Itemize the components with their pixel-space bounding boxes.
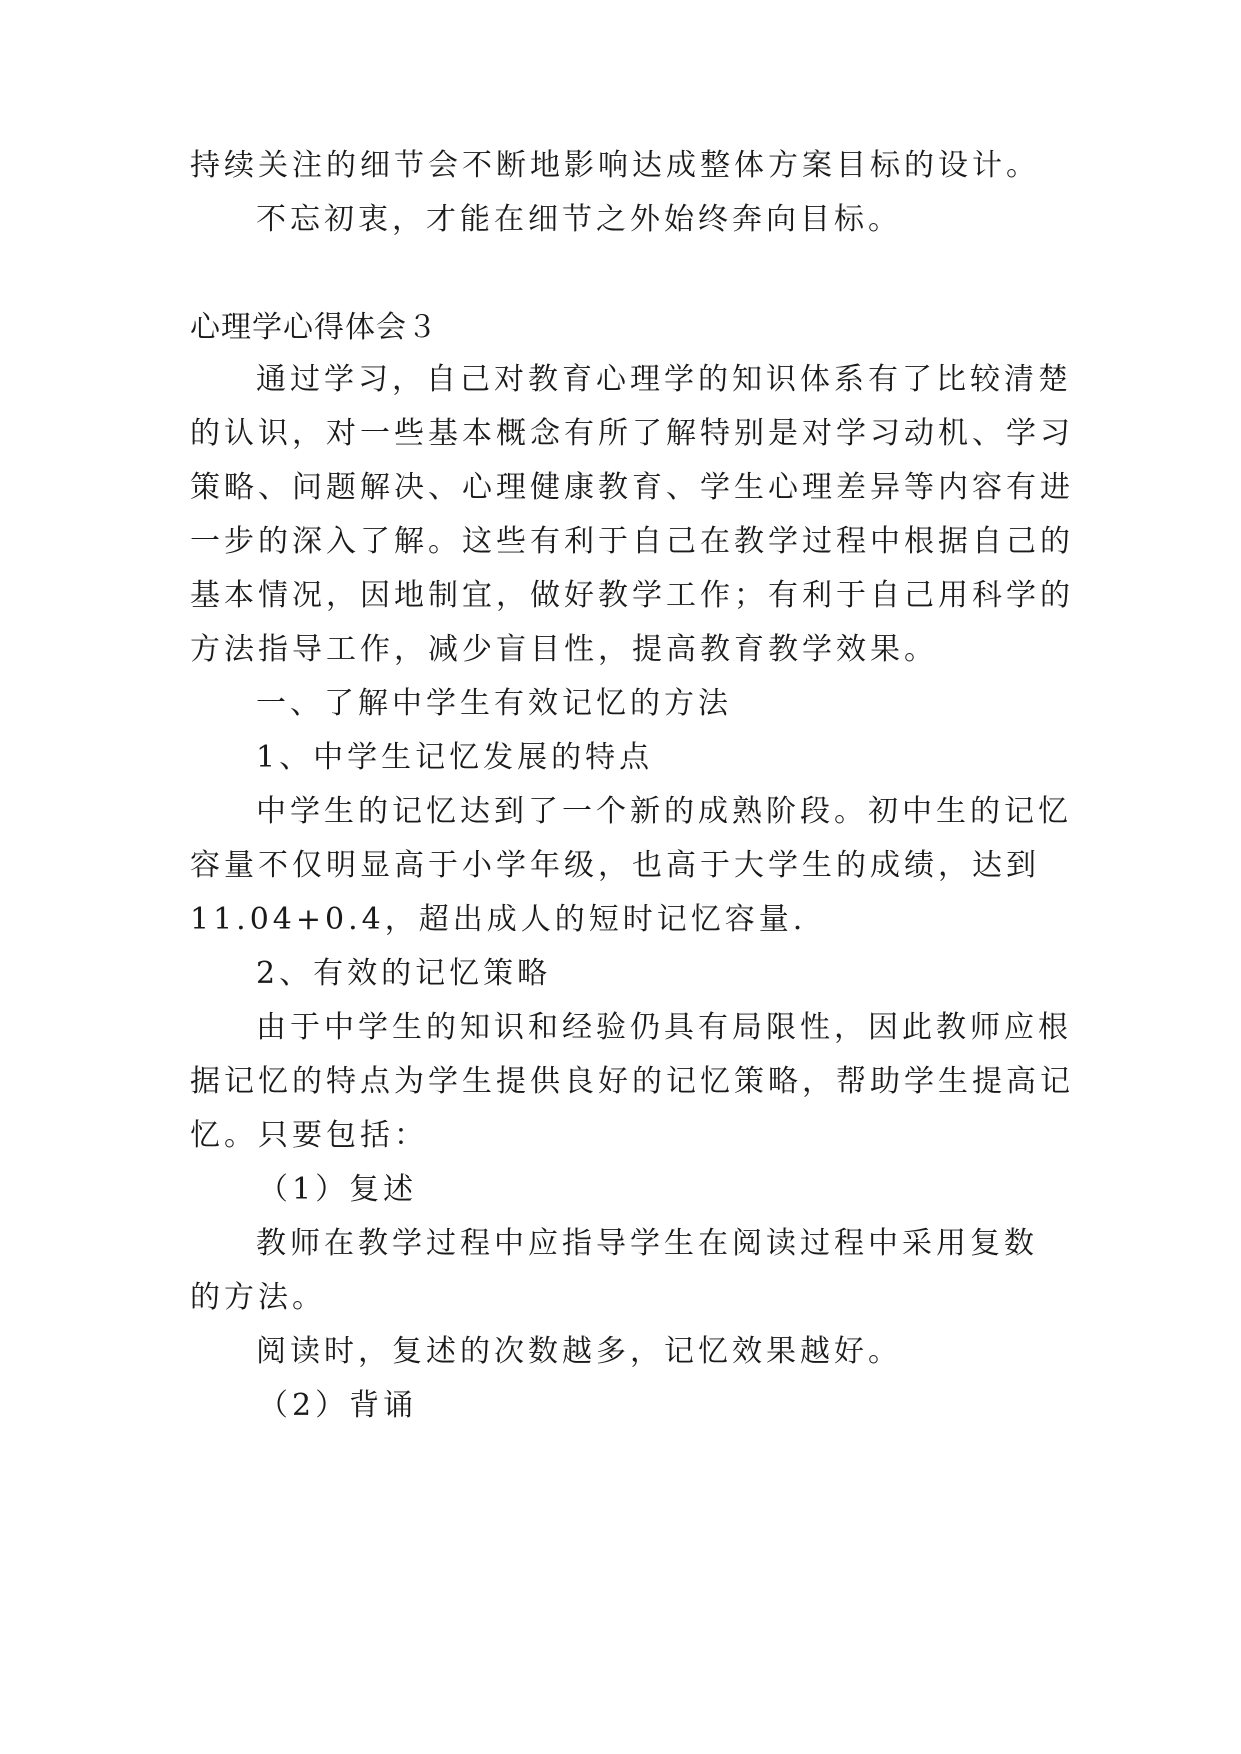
subheading-2: 2、有效的记忆策略 [256, 956, 552, 991]
paragraph-line: 的方法。 [190, 1280, 326, 1315]
paragraph-line: 通过学习，自己对教育心理学的知识体系有了比较清楚 [256, 362, 1072, 397]
paragraph-line: 策略、问题解决、心理健康教育、学生心理差异等内容有进 [190, 470, 1074, 505]
section-title: 心理学心得体会３ [190, 310, 438, 345]
item-1-title: （1）复述 [258, 1172, 418, 1207]
heading-1: 一、了解中学生有效记忆的方法 [256, 686, 732, 721]
paragraph-line: 中学生的记忆达到了一个新的成熟阶段。初中生的记忆 [256, 794, 1072, 829]
paragraph-line: 方法指导工作，减少盲目性，提高教育教学效果。 [190, 632, 938, 667]
paragraph-line: 容量不仅明显高于小学年级，也高于大学生的成绩，达到 [190, 848, 1040, 883]
subheading-1: 1、中学生记忆发展的特点 [256, 740, 654, 775]
paragraph-line: 基本情况，因地制宜，做好教学工作；有利于自己用科学的 [190, 578, 1074, 613]
intro-line-1: 持续关注的细节会不断地影响达成整体方案目标的设计。 [190, 148, 1040, 183]
paragraph-line: 忆。只要包括： [190, 1118, 428, 1153]
paragraph-line: 由于中学生的知识和经验仍具有局限性，因此教师应根 [256, 1010, 1072, 1045]
paragraph-line: 的认识，对一些基本概念有所了解特别是对学习动机、学习 [190, 416, 1074, 451]
paragraph-line: 教师在教学过程中应指导学生在阅读过程中采用复数 [256, 1226, 1038, 1261]
paragraph-line: 一步的深入了解。这些有利于自己在教学过程中根据自己的 [190, 524, 1074, 559]
paragraph-line: 11.04+0.4，超出成人的短时记忆容量. [190, 902, 807, 937]
intro-line-2: 不忘初衷，才能在细节之外始终奔向目标。 [256, 202, 902, 237]
paragraph-line: 据记忆的特点为学生提供良好的记忆策略，帮助学生提高记 [190, 1064, 1074, 1099]
paragraph-line: 阅读时，复述的次数越多，记忆效果越好。 [256, 1334, 902, 1369]
item-2-title: （2）背诵 [258, 1388, 418, 1423]
